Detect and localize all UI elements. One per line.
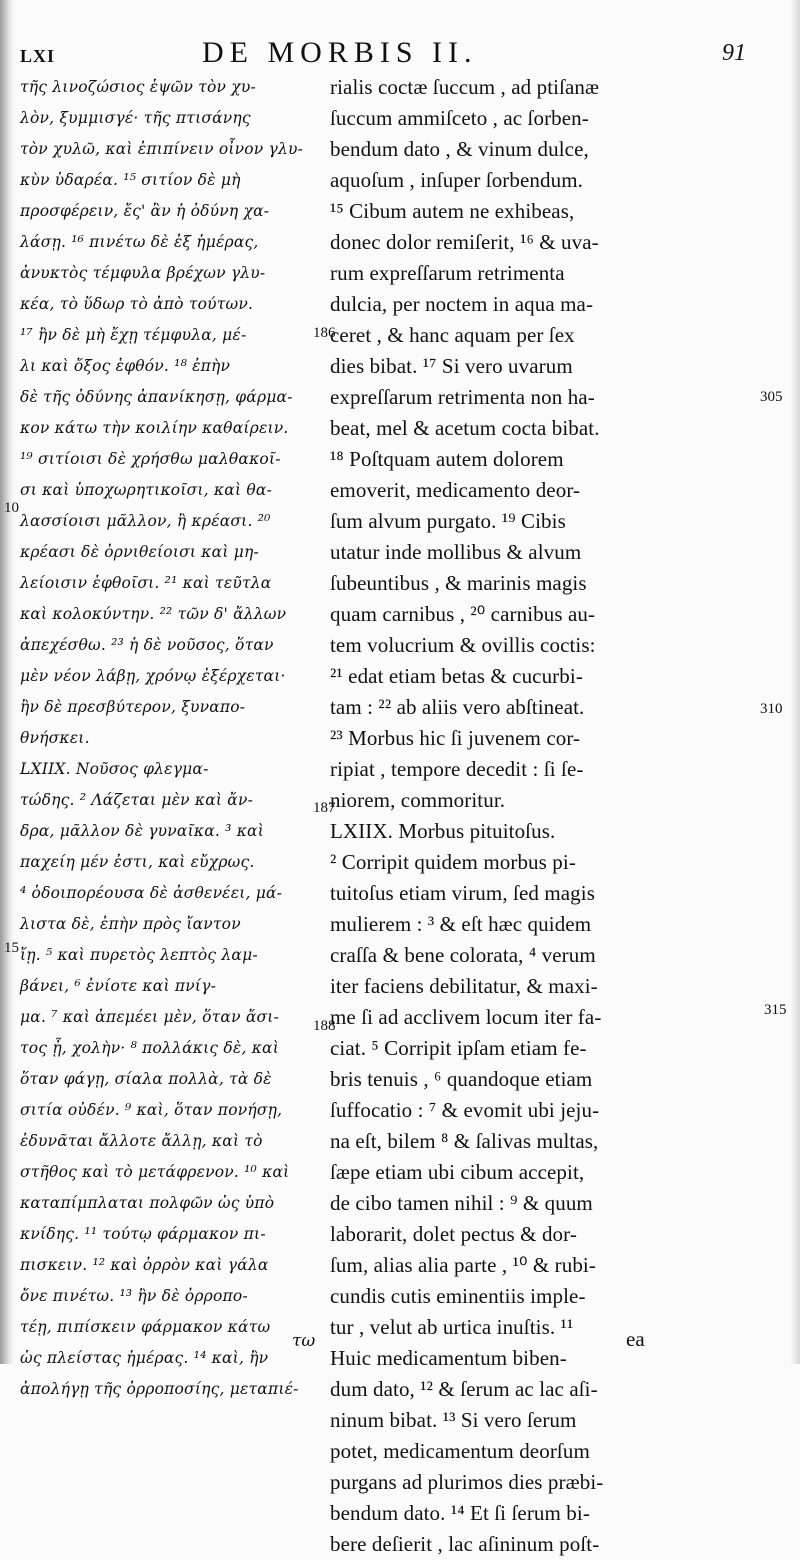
greek-text-line: μα. ⁷ καὶ ἀπεμέει μὲν, ὅταν ἄσι- — [20, 1008, 280, 1026]
margin-number: 186 — [313, 325, 336, 341]
greek-text-line: ἀπολήγῃ τῆς ὀρροποσίης, μεταπιέ- — [20, 1380, 299, 1398]
page-number: 91 — [722, 40, 746, 66]
greek-text-line: σιτία οὐδέν. ⁹ καὶ, ὅταν πονήσῃ, — [20, 1101, 283, 1119]
margin-number: 188 — [313, 1018, 336, 1034]
latin-text-line: niorem, commoritur. — [330, 788, 506, 812]
greek-text-line: λὸν, ξυμμισγέ· τῆς πτισάνης — [20, 109, 251, 127]
greek-text-line: LXIIX. Νοῦσος φλεγμα- — [20, 760, 209, 778]
latin-text-line: laborarit, dolet pectus & dor- — [330, 1222, 577, 1246]
greek-text-line: καὶ κολοκύντην. ²² τῶν δ' ἄλλων — [20, 605, 287, 623]
greek-text-line: βάνει, ⁶ ἐνίοτε καὶ πνίγ- — [20, 977, 217, 995]
gutter-shadow — [0, 0, 14, 1364]
greek-text-line: λασσίοισι μᾶλλον, ἢ κρέασι. ²⁰ — [20, 512, 271, 530]
greek-text-line: καταπίμπλαται πολφῶν ὡς ὑπὸ — [20, 1194, 275, 1212]
latin-text-line: iter faciens debilitatur, & maxi- — [330, 974, 598, 998]
latin-text-line: ſæpe etiam ubi cibum accepit, — [330, 1160, 585, 1184]
latin-text-line: de cibo tamen nihil : ⁹ & quum — [330, 1191, 593, 1215]
greek-text-line: ὄνε πινέτω. ¹³ ἢν δὲ ὀρροπο- — [20, 1287, 248, 1305]
latin-text-line: ¹⁸ Poſtquam autem dolorem — [330, 447, 564, 471]
latin-text-line: tur , velut ab urtica inuſtis. ¹¹ — [330, 1315, 574, 1339]
latin-text-line: ceret , & hanc aquam per ſex — [330, 323, 575, 347]
greek-text-line: ἀπεχέσθω. ²³ ἡ δὲ νοῦσος, ὅταν — [20, 636, 274, 654]
latin-text-line: rialis coctæ ſuccum , ad ptiſanæ — [330, 75, 600, 99]
latin-text-line: craſſa & bene colorata, ⁴ verum — [330, 943, 596, 967]
latin-text-line: me ſi ad acclivem locum iter fa- — [330, 1005, 602, 1029]
latin-text-line: beat, mel & acetum cocta bibat. — [330, 416, 600, 440]
latin-text-line: dum dato, ¹² & ſerum ac lac aſi- — [330, 1377, 598, 1401]
greek-text-line: ἢν δὲ πρεσβύτερον, ξυναπο- — [20, 698, 246, 716]
greek-column — [20, 72, 320, 1405]
greek-text-line: τέῃ, πιπίσκειν φάρμακον κάτω — [20, 1318, 271, 1336]
latin-catchword: ea — [626, 1327, 645, 1351]
greek-text-line: κέα, τὸ ὕδωρ τὸ ἀπὸ τούτων. — [20, 295, 254, 313]
latin-text-line: bendum dato. ¹⁴ Et ſi ſerum bi- — [330, 1501, 590, 1525]
greek-text-line: ἀνυκτὸς τέμφυλα βρέχων γλυ- — [20, 264, 266, 282]
latin-text-line: donec dolor remiſerit, ¹⁶ & uva- — [330, 230, 599, 254]
greek-text-line: πισκειν. ¹² καὶ ὀρρὸν καὶ γάλα — [20, 1256, 269, 1274]
greek-text-line: σι καὶ ὑποχωρητικοῖσι, καὶ θα- — [20, 481, 273, 499]
greek-catchword: τω — [292, 1331, 316, 1351]
latin-text-line: bendum dato , & vinum dulce, — [330, 137, 589, 161]
greek-text-line: λάσῃ. ¹⁶ πινέτω δὲ ἐξ ἡμέρας, — [20, 233, 259, 251]
latin-text-line: purgans ad plurimos dies præbi- — [330, 1470, 604, 1494]
greek-text-line: κὺν ὑδαρέα. ¹⁵ σιτίον δὲ μὴ — [20, 171, 241, 189]
latin-text-line: bris tenuis , ⁶ quandoque etiam — [330, 1067, 593, 1091]
greek-text-line: ¹⁹ σιτίοισι δὲ χρήσθω μαλθακοῖ- — [20, 450, 281, 468]
margin-number: 305 — [760, 389, 783, 405]
latin-text-line: tam : ²² ab aliis vero abſtineat. — [330, 695, 585, 719]
greek-text-line: ἐδυνᾶται ἄλλοτε ἄλλῃ, καὶ τὸ — [20, 1132, 263, 1150]
greek-text-line: λιστα δὲ, ἐπὴν πρὸς ἴαντον — [20, 915, 241, 933]
greek-text-line: παχείη μέν ἐστι, καὶ εὔχρως. — [20, 853, 255, 871]
greek-text-line: μὲν νέον λάβῃ, χρόνῳ ἐξέρχεται· — [20, 667, 286, 685]
latin-text-line: ciat. ⁵ Corripit ipſam etiam fe- — [330, 1036, 587, 1060]
greek-text-line: λείοισιν ἑφθοῖσι. ²¹ καὶ τεῦτλα — [20, 574, 272, 592]
latin-text-line: ²¹ edat etiam betas & cucurbi- — [330, 664, 583, 688]
latin-text-line: bere deſierit , lac aſininum poſt- — [330, 1532, 600, 1556]
greek-text-line: τώδης. ² Λάζεται μὲν καὶ ἄν- — [20, 791, 254, 809]
latin-text-line: Huic medicamentum biben- — [330, 1346, 567, 1370]
greek-text-line: κνίδης. ¹¹ τούτῳ φάρμακον πι- — [20, 1225, 266, 1243]
margin-number: 315 — [764, 1002, 787, 1018]
latin-text-line: ¹⁵ Cibum autem ne exhibeas, — [330, 199, 575, 223]
greek-text-line: τῆς λινοζώσιος ἑψῶν τὸν χυ- — [20, 78, 256, 96]
latin-text-line: dulcia, per noctem in aqua ma- — [330, 292, 594, 316]
latin-text-line: rum expreſſarum retrimenta — [330, 261, 565, 285]
greek-text-line: κρέασι δὲ ὀρνιθείοισι καὶ μη- — [20, 543, 259, 561]
latin-text-line: tem volucrium & ovillis coctis: — [330, 633, 596, 657]
greek-text-line: τος ᾖ, χολὴν· ⁸ πολλάκις δὲ, καὶ — [20, 1039, 280, 1057]
latin-text-line: ſum, alias alia parte , ¹⁰ & rubi- — [330, 1253, 596, 1277]
greek-text-line: δὲ τῆς ὀδύνης ἀπανίκησῃ, φάρμα- — [20, 388, 293, 406]
running-head-title: DE MORBIS II. — [202, 36, 478, 69]
greek-text-line: τὸν χυλῶ, καὶ ἐπιπίνειν οἶνον γλυ- — [20, 140, 304, 158]
latin-text-line: ſum alvum purgato. ¹⁹ Cibis — [330, 509, 566, 533]
latin-text-line: mulierem : ³ & eſt hæc quidem — [330, 912, 592, 936]
latin-text-line: quam carnibus , ²⁰ carnibus au- — [330, 602, 596, 626]
greek-text-line: θνήσκει. — [20, 729, 90, 747]
latin-text-line: expreſſarum retrimenta non ha- — [330, 385, 595, 409]
margin-number: 310 — [760, 701, 783, 717]
greek-text-line: λι καὶ ὄξος ἑφθόν. ¹⁸ ἐπὴν — [20, 357, 231, 375]
latin-text-line: LXIIX. Morbus pituitoſus. — [330, 819, 556, 843]
latin-text-line: aquoſum , inſuper ſorbendum. — [330, 168, 584, 192]
greek-text-line: ¹⁷ ἢν δὲ μὴ ἔχῃ τέμφυλα, μέ- — [20, 326, 247, 344]
greek-text-line: δρα, μᾶλλον δὲ γυναῖκα. ³ καὶ — [20, 822, 264, 840]
running-head-left: LXI — [20, 46, 56, 66]
latin-text-line: ſuccum ammiſceto , ac ſorben- — [330, 106, 589, 130]
latin-text-line: ſubeuntibus , & marinis magis — [330, 571, 587, 595]
greek-text-line: ὅταν φάγῃ, σίαλα πολλὰ, τὰ δὲ — [20, 1070, 272, 1088]
latin-text-line: ripiat , tempore decedit : ſi ſe- — [330, 757, 584, 781]
latin-column — [330, 72, 660, 1560]
margin-number: 187 — [313, 800, 336, 816]
greek-text-line: ⁴ ὁδοιπορέουσα δὲ ἀσθενέει, μά- — [20, 884, 283, 902]
latin-text-line: cundis cutis eminentiis imple- — [330, 1284, 586, 1308]
latin-text-line: utatur inde mollibus & alvum — [330, 540, 582, 564]
greek-text-line: στῆθος καὶ τὸ μετάφρενον. ¹⁰ καὶ — [20, 1163, 290, 1181]
latin-text-line: na eſt, bilem ⁸ & ſalivas multas, — [330, 1129, 599, 1153]
latin-text-line: tuitoſus etiam virum, ſed magis — [330, 881, 595, 905]
latin-text-line: potet, medicamentum deorſum — [330, 1439, 590, 1463]
latin-text-line: ſuffocatio : ⁷ & evomit ubi jeju- — [330, 1098, 600, 1122]
page-edge-shadow — [790, 0, 800, 1364]
margin-number: 10 — [4, 500, 19, 516]
greek-text-line: προσφέρειν, ἔς' ἂν ἡ ὀδύνη χα- — [20, 202, 270, 220]
latin-text-line: ninum bibat. ¹³ Si vero ſerum — [330, 1408, 577, 1432]
latin-text-line: ² Corripit quidem morbus pi- — [330, 850, 576, 874]
latin-text-line: ²³ Morbus hic ſi juvenem cor- — [330, 726, 581, 750]
latin-text-line: emoverit, medicamento deor- — [330, 478, 581, 502]
greek-text-line: ἴῃ. ⁵ καὶ πυρετὸς λεπτὸς λαμ- — [20, 946, 258, 964]
greek-text-line: κον κάτω τὴν κοιλίην καθαίρειν. — [20, 419, 289, 437]
greek-text-line: ὡς πλείστας ἡμέρας. ¹⁴ καὶ, ἢν — [20, 1349, 269, 1367]
latin-text-line: dies bibat. ¹⁷ Si vero uvarum — [330, 354, 573, 378]
margin-number: 15 — [4, 940, 19, 956]
